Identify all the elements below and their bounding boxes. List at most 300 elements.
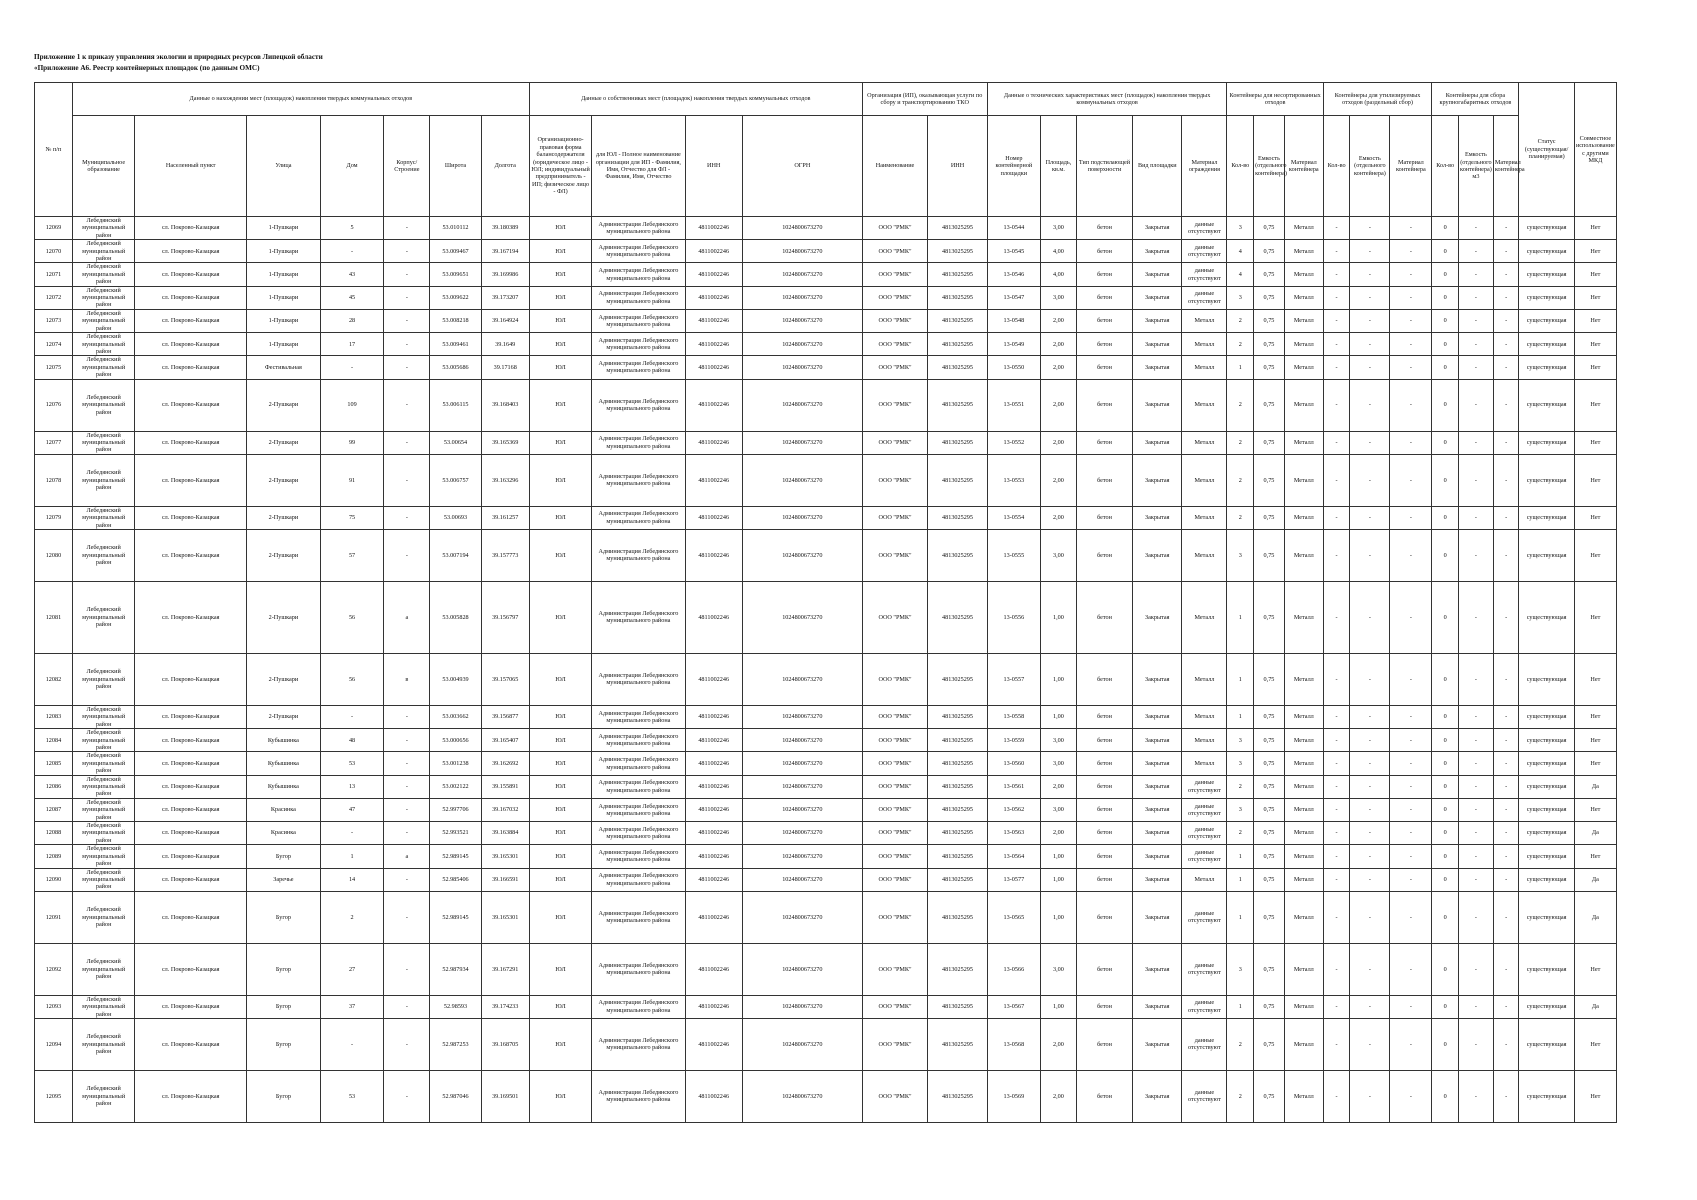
cell-mo [72, 529, 134, 581]
cell-text: - [1474, 613, 1477, 621]
cell-text: Бугор [275, 1092, 291, 1100]
cell-text: Металл [1293, 875, 1314, 883]
cell-text: 1,00 [1053, 875, 1064, 883]
cell-sm [1390, 1018, 1432, 1070]
cell-text: ЮЛ [555, 913, 566, 921]
cell-bq [1432, 529, 1459, 581]
table-row [35, 333, 1617, 356]
col-mo: Муниципальное образование [72, 116, 134, 217]
cell-text: бетон [1097, 317, 1112, 325]
cell-bm [1493, 729, 1519, 752]
cell-op [862, 581, 928, 653]
cell-bm [1493, 705, 1519, 728]
cell-text: Закрытая [1145, 1092, 1170, 1100]
cell-um [1284, 506, 1323, 529]
cell-text: существующая [1526, 759, 1567, 767]
cell-text: - [1474, 224, 1477, 232]
cell-text: 4811002246 [698, 736, 730, 744]
cell-text: 52.987253 [442, 1040, 469, 1048]
cell-lon [481, 943, 529, 995]
cell-text: 2 [1238, 783, 1242, 791]
cell-text: 53.009651 [442, 270, 469, 278]
cell-text: сл. Покрово-Казацкая [161, 476, 220, 484]
cell-ptype [1133, 775, 1182, 798]
cell-sh [1574, 263, 1616, 286]
cell-text: 52.987934 [442, 965, 469, 973]
table-row [35, 506, 1617, 529]
cell-text: 13-0560 [1003, 759, 1025, 767]
cell-ptype [1133, 529, 1182, 581]
cell-text: 47 [348, 806, 356, 814]
cell-form [529, 309, 591, 332]
cell-k [384, 845, 430, 868]
cell-text: существующая [1526, 713, 1567, 721]
cell-sq [1323, 309, 1350, 332]
cell-text: - [1409, 224, 1412, 232]
cell-inn [685, 454, 742, 506]
heading-line-1: Приложение 1 к приказу управления экологии и природных ресурсов Липецкой области [34, 53, 323, 61]
cell-ptype [1133, 798, 1182, 821]
cell-inn [685, 943, 742, 995]
cell-ptype [1133, 891, 1182, 943]
cell-text: Кубышинка [267, 759, 299, 767]
cell-text: 1024800673270 [782, 476, 823, 484]
cell-text: сл. Покрово-Казацкая [161, 1003, 220, 1011]
col-s-cap: Емкость (отдельного контейнера) [1350, 116, 1390, 217]
cell-text: - [1368, 551, 1371, 559]
cell-fence [1182, 775, 1227, 798]
cell-text: 13 [348, 783, 356, 791]
cell-house [320, 454, 384, 506]
cell-inn [685, 431, 742, 454]
cell-bm [1493, 822, 1519, 845]
table-row [35, 309, 1617, 332]
cell-text: Администрация Лебедянского муниципального района [598, 961, 679, 977]
cell-text: Администрация Лебедянского муниципального района [598, 610, 679, 625]
cell-opinn [928, 729, 987, 752]
cell-mo [72, 356, 134, 379]
cell-plate [987, 581, 1040, 653]
cell-lat [430, 356, 481, 379]
cell-text: существующая [1526, 806, 1567, 814]
cell-text: Металл [1194, 363, 1215, 371]
cell-text: Металл [1194, 875, 1215, 883]
cell-text: - [1368, 476, 1371, 484]
cell-surf [1076, 775, 1132, 798]
cell-text: - [1474, 783, 1477, 791]
cell-text: 4813025295 [942, 1040, 973, 1048]
cell-text: данные отсутствуют [1188, 825, 1221, 841]
cell-house [320, 729, 384, 752]
cell-ptype [1133, 868, 1182, 891]
cell-text: ЮЛ [555, 1003, 566, 1011]
cell-text: - [1335, 806, 1338, 814]
cell-op [862, 240, 928, 263]
cell-text: - [1474, 806, 1477, 814]
cell-text: Закрытая [1145, 829, 1170, 837]
cell-text: 1,00 [1053, 675, 1064, 683]
cell-uc [1254, 240, 1285, 263]
cell-mo [72, 431, 134, 454]
col-np: Населенный пункт [135, 116, 247, 217]
cell-surf [1076, 752, 1132, 775]
cell-text: 13-0562 [1003, 806, 1025, 814]
cell-bq [1432, 891, 1459, 943]
cell-text: ЮЛ [555, 852, 566, 860]
cell-uq [1227, 705, 1254, 728]
cell-sc [1350, 868, 1390, 891]
cell-inn [685, 822, 742, 845]
cell-text: - [1505, 438, 1508, 446]
cell-text: - [405, 224, 408, 232]
cell-text: 0,75 [1263, 294, 1275, 302]
cell-text: 0,75 [1263, 783, 1275, 791]
cell-text: Закрытая [1145, 294, 1170, 302]
cell-text: - [1474, 247, 1477, 255]
cell-owner [592, 431, 685, 454]
cell-plate [987, 333, 1040, 356]
cell-text: - [1335, 270, 1338, 278]
cell-area [1041, 729, 1077, 752]
cell-text: 52.987046 [442, 1092, 469, 1100]
cell-ptype [1133, 309, 1182, 332]
cell-text: ЮЛ [555, 806, 566, 814]
cell-sq [1323, 454, 1350, 506]
cell-plate [987, 752, 1040, 775]
cell-text: существующая [1526, 829, 1567, 837]
cell-text: сл. Покрово-Казацкая [161, 852, 220, 860]
cell-text: сл. Покрово-Казацкая [161, 1040, 220, 1048]
cell-text: сл. Покрово-Казацкая [161, 875, 220, 883]
cell-text: Закрытая [1145, 551, 1170, 559]
cell-owner [592, 240, 685, 263]
cell-text: 0 [1443, 340, 1447, 348]
cell-text: 43 [348, 270, 356, 278]
cell-text: - [1505, 1003, 1508, 1011]
cell-text: 39.164924 [492, 317, 519, 325]
cell-opinn [928, 868, 987, 891]
cell-text: - [1335, 736, 1338, 744]
cell-n [35, 356, 73, 379]
cell-sm [1390, 891, 1432, 943]
cell-surf [1076, 653, 1132, 705]
cell-lat [430, 868, 481, 891]
cell-np [135, 286, 247, 309]
cell-bq [1432, 943, 1459, 995]
cell-surf [1076, 454, 1132, 506]
cell-street [247, 752, 321, 775]
cell-fence [1182, 891, 1227, 943]
cell-bm [1493, 506, 1519, 529]
cell-text: Администрация Лебедянского муниципального района [598, 756, 679, 771]
cell-text: существующая [1526, 1092, 1567, 1100]
cell-opinn [928, 1070, 987, 1122]
cell-text: данные отсутствуют [1188, 848, 1221, 864]
cell-text: 0 [1443, 852, 1447, 860]
cell-sh [1574, 891, 1616, 943]
cell-ptype [1133, 752, 1182, 775]
cell-text: - [1505, 736, 1508, 744]
cell-street [247, 1070, 321, 1122]
cell-text: существующая [1526, 224, 1567, 232]
cell-text: 0,75 [1263, 613, 1275, 621]
cell-sq [1323, 798, 1350, 821]
cell-text: - [1505, 1092, 1508, 1100]
cell-street [247, 822, 321, 845]
cell-text: 1 [1238, 675, 1242, 683]
cell-text: 4813025295 [942, 476, 973, 484]
cell-text: ООО "РМК" [878, 759, 912, 767]
cell-text: Закрытая [1145, 806, 1170, 814]
cell-text: Лебедянский муниципальный район [82, 333, 126, 355]
cell-bm [1493, 454, 1519, 506]
cell-text: 2 [1238, 476, 1242, 484]
cell-text: Металл [1293, 783, 1314, 791]
cell-sh [1574, 845, 1616, 868]
cell-text: - [1505, 965, 1508, 973]
cell-text: 53.009467 [442, 247, 469, 255]
cell-plate [987, 891, 1040, 943]
cell-ptype [1133, 653, 1182, 705]
cell-text: 4811002246 [698, 317, 730, 325]
cell-text: 1024800673270 [782, 401, 823, 409]
cell-bq [1432, 506, 1459, 529]
cell-fence [1182, 1070, 1227, 1122]
cell-text: Закрытая [1145, 965, 1170, 973]
cell-text: 12074 [45, 340, 62, 348]
cell-text: 4813025295 [942, 270, 973, 278]
cell-uq [1227, 286, 1254, 309]
cell-op [862, 506, 928, 529]
cell-bc [1459, 845, 1494, 868]
cell-text: 12071 [45, 270, 62, 278]
cell-opinn [928, 891, 987, 943]
cell-uc [1254, 845, 1285, 868]
cell-text: 12078 [45, 476, 62, 484]
cell-uc [1254, 1070, 1285, 1122]
cell-text: бетон [1097, 340, 1112, 348]
cell-text: ООО "РМК" [878, 438, 912, 446]
cell-text: 4 [1238, 247, 1242, 255]
cell-fence [1182, 263, 1227, 286]
cell-n [35, 798, 73, 821]
cell-bc [1459, 581, 1494, 653]
cell-n [35, 309, 73, 332]
cell-bq [1432, 240, 1459, 263]
cell-sm [1390, 943, 1432, 995]
cell-area [1041, 1018, 1077, 1070]
cell-bm [1493, 286, 1519, 309]
cell-text: Закрытая [1145, 340, 1170, 348]
cell-sm [1390, 286, 1432, 309]
cell-owner [592, 333, 685, 356]
cell-text: 4813025295 [942, 224, 973, 232]
cell-text: 39.161257 [492, 514, 519, 522]
cell-text: Лебедянский муниципальный район [82, 1085, 126, 1108]
cell-k [384, 891, 430, 943]
cell-text: Лебедянский муниципальный район [82, 798, 126, 821]
cell-opinn [928, 653, 987, 705]
cell-text: 0,75 [1263, 401, 1275, 409]
cell-text: 4,00 [1053, 247, 1064, 255]
cell-text: существующая [1526, 875, 1567, 883]
cell-lat [430, 1070, 481, 1122]
cell-text: Лебедянский муниципальный район [82, 822, 126, 844]
group-sorted: Контейнеры для утилизируемых отходов (раздельный сбор) [1323, 83, 1432, 116]
cell-uq [1227, 798, 1254, 821]
cell-text: 39.166591 [492, 875, 519, 883]
cell-ogrn [742, 309, 862, 332]
cell-bc [1459, 309, 1494, 332]
cell-text: 0 [1443, 913, 1447, 921]
cell-text: Нет [1590, 736, 1601, 744]
cell-bm [1493, 240, 1519, 263]
cell-text: - [405, 340, 408, 348]
cell-n [35, 286, 73, 309]
cell-text: ООО "РМК" [878, 551, 912, 559]
cell-k [384, 943, 430, 995]
cell-bq [1432, 775, 1459, 798]
cell-n [35, 529, 73, 581]
cell-street [247, 868, 321, 891]
cell-lon [481, 286, 529, 309]
cell-text: существующая [1526, 514, 1567, 522]
cell-mo [72, 775, 134, 798]
cell-text: бетон [1097, 438, 1112, 446]
cell-sc [1350, 263, 1390, 286]
cell-np [135, 822, 247, 845]
cell-sq [1323, 581, 1350, 653]
cell-bq [1432, 309, 1459, 332]
cell-text: 2,00 [1053, 401, 1064, 409]
cell-ogrn [742, 705, 862, 728]
cell-np [135, 1070, 247, 1122]
cell-text: 39.157773 [492, 551, 519, 559]
cell-text: 1-Пушкари [268, 270, 299, 278]
cell-bc [1459, 798, 1494, 821]
cell-form [529, 891, 591, 943]
cell-ptype [1133, 995, 1182, 1018]
cell-lon [481, 822, 529, 845]
cell-text: существующая [1526, 675, 1567, 683]
cell-text: 3,00 [1053, 806, 1064, 814]
cell-text: сл. Покрово-Казацкая [161, 224, 220, 232]
cell-text: 3 [1238, 759, 1242, 767]
cell-ptype [1133, 943, 1182, 995]
cell-text: 1 [350, 852, 354, 860]
cell-text: сл. Покрово-Казацкая [161, 363, 220, 371]
cell-bc [1459, 240, 1494, 263]
cell-np [135, 356, 247, 379]
cell-text: Металл [1293, 713, 1314, 721]
cell-plate [987, 506, 1040, 529]
cell-inn [685, 995, 742, 1018]
cell-text: 0 [1443, 1092, 1447, 1100]
cell-text: 12084 [45, 736, 62, 744]
cell-text: 12094 [45, 1040, 62, 1048]
cell-area [1041, 309, 1077, 332]
cell-text: 53.005686 [442, 363, 469, 371]
cell-text: - [405, 551, 408, 559]
cell-text: 3,00 [1053, 224, 1064, 232]
cell-bq [1432, 333, 1459, 356]
cell-sm [1390, 798, 1432, 821]
cell-sc [1350, 891, 1390, 943]
cell-text: Металл [1194, 317, 1215, 325]
cell-sm [1390, 263, 1432, 286]
cell-plate [987, 1070, 1040, 1122]
cell-sh [1574, 1070, 1616, 1122]
cell-text: - [1409, 270, 1412, 278]
cell-area [1041, 653, 1077, 705]
cell-area [1041, 891, 1077, 943]
cell-um [1284, 798, 1323, 821]
cell-text: Заречье [273, 875, 294, 883]
cell-text: - [1505, 806, 1508, 814]
cell-text: 2-Пушкари [268, 713, 299, 721]
cell-sq [1323, 240, 1350, 263]
cell-text: - [1335, 875, 1338, 883]
cell-fence [1182, 240, 1227, 263]
cell-uc [1254, 798, 1285, 821]
cell-form [529, 217, 591, 240]
cell-text: - [1335, 551, 1338, 559]
cell-text: 0 [1443, 294, 1447, 302]
cell-uq [1227, 1070, 1254, 1122]
cell-sq [1323, 333, 1350, 356]
cell-text: 53 [348, 759, 356, 767]
cell-text: 12082 [45, 675, 62, 683]
cell-text: 1024800673270 [782, 1092, 823, 1100]
cell-text: 1024800673270 [782, 965, 823, 973]
cell-inn [685, 775, 742, 798]
cell-lat [430, 431, 481, 454]
cell-text: 56 [348, 675, 356, 683]
cell-text: 13-0557 [1003, 675, 1025, 683]
cell-text: - [405, 713, 408, 721]
cell-house [320, 356, 384, 379]
cell-text: ЮЛ [555, 340, 566, 348]
cell-opinn [928, 822, 987, 845]
cell-mo [72, 379, 134, 431]
cell-text: - [1335, 1040, 1338, 1048]
cell-text: 13-0563 [1003, 829, 1025, 837]
cell-bc [1459, 431, 1494, 454]
cell-k [384, 454, 430, 506]
cell-text: 2,00 [1053, 514, 1064, 522]
cell-uq [1227, 263, 1254, 286]
cell-sq [1323, 217, 1350, 240]
cell-text: 12089 [45, 852, 62, 860]
cell-text: - [405, 363, 408, 371]
cell-ogrn [742, 379, 862, 431]
cell-text: Лебедянский муниципальный район [82, 868, 126, 891]
cell-uq [1227, 943, 1254, 995]
cell-st [1519, 798, 1574, 821]
cell-house [320, 868, 384, 891]
cell-text: существующая [1526, 247, 1567, 255]
cell-text: 1 [1238, 613, 1242, 621]
group-unsorted: Контейнеры для несортированных отходов [1227, 83, 1323, 116]
cell-text: - [1474, 401, 1477, 409]
cell-text: сл. Покрово-Казацкая [161, 247, 220, 255]
cell-text: сл. Покрово-Казацкая [161, 294, 220, 302]
cell-area [1041, 356, 1077, 379]
cell-k [384, 333, 430, 356]
cell-text: Металл [1293, 401, 1314, 409]
cell-text: - [1368, 965, 1371, 973]
cell-surf [1076, 581, 1132, 653]
